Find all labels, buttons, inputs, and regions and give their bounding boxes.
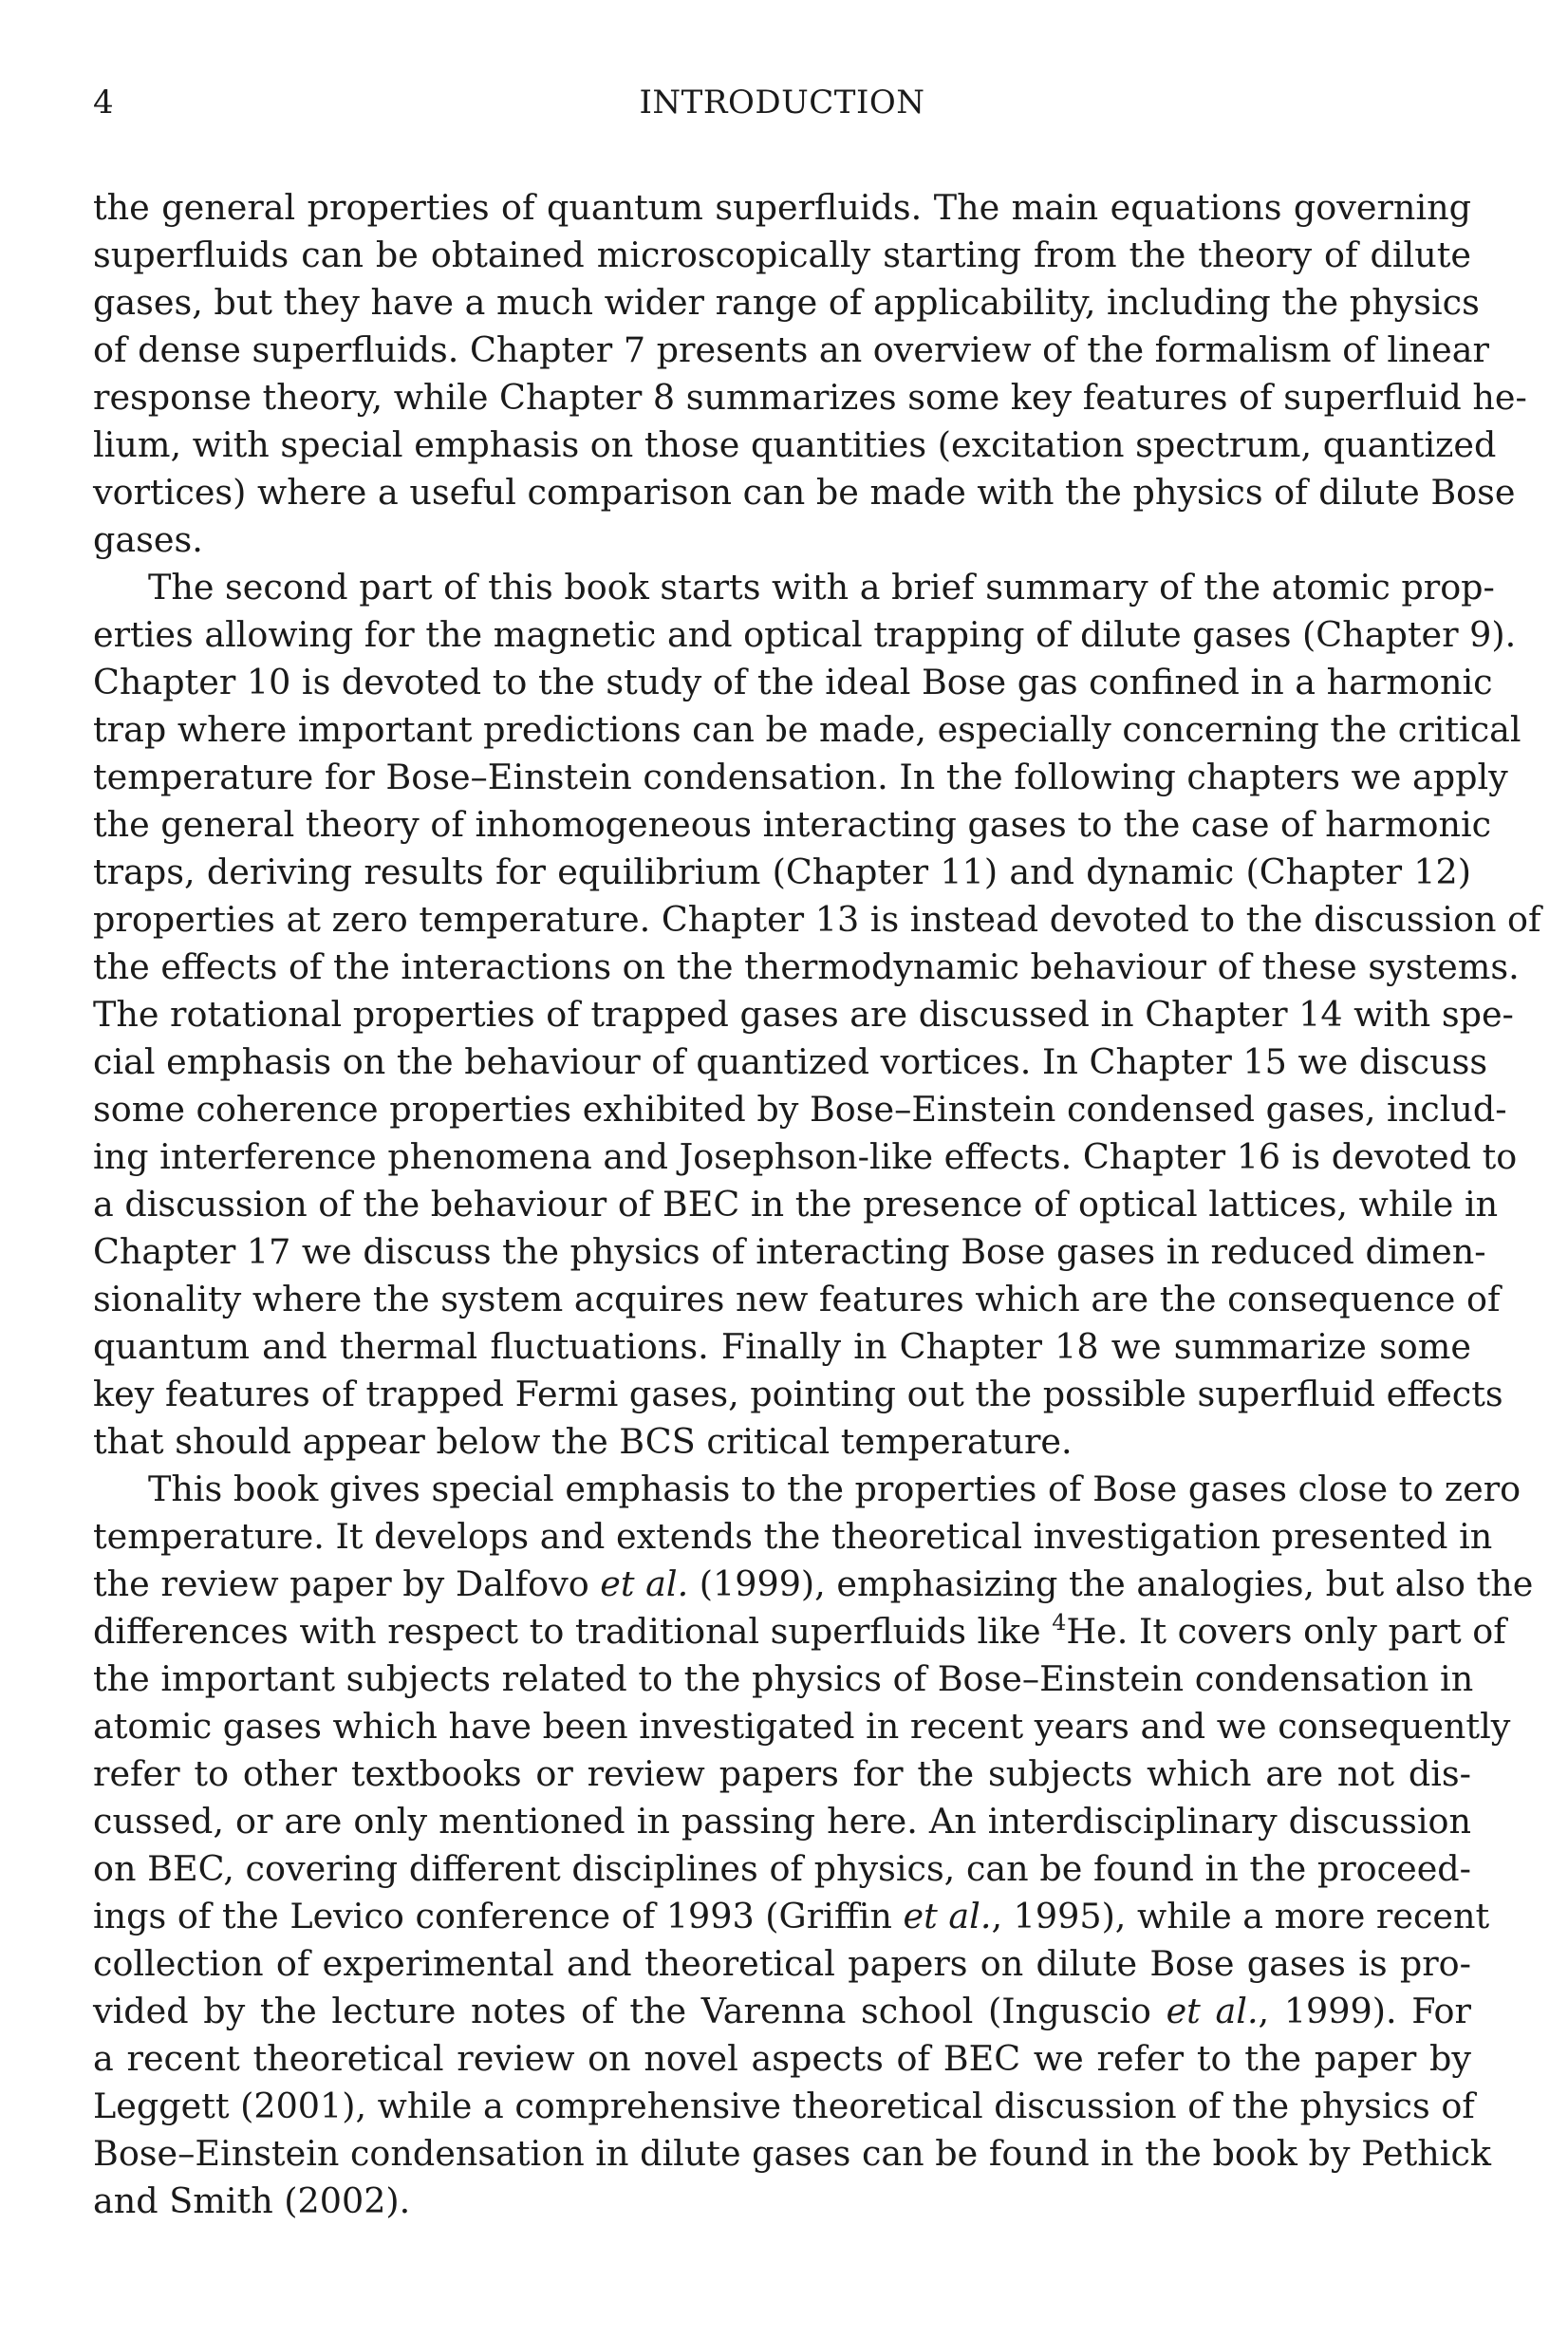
text-line xyxy=(93,421,1497,469)
text-segment: gases, but they have a much wider range of applicability, including the physics xyxy=(93,282,1480,323)
text-segment: some coherence properties exhibited by Bose–Einstein condensed gases, includ- xyxy=(93,1089,1507,1130)
text-segment: ings of the Levico conference of 1993 (Griffin xyxy=(93,1896,904,1936)
text-line xyxy=(93,564,1495,611)
page-number: 4 xyxy=(93,84,114,122)
text-line xyxy=(93,611,1517,659)
text-segment: and Smith (2002). xyxy=(93,2180,411,2221)
text-line xyxy=(93,1561,1534,1608)
text-segment: quantum and thermal fluctuations. Finally in Chapter 18 we summarize some xyxy=(93,1326,1471,1367)
text-segment: erties allowing for the magnetic and optical trapping of dilute gases (Chapter 9). xyxy=(93,614,1517,655)
text-line xyxy=(93,1418,1471,1466)
text-segment: on BEC, covering different disciplines of physics, can be found in the proceed- xyxy=(93,1848,1471,1889)
paragraph xyxy=(93,1466,1534,2225)
text-segment: of dense superfluids. Chapter 7 presents an overview of the formalism of linear xyxy=(93,329,1489,370)
text-line xyxy=(93,232,1471,279)
text-segment: the review paper by Dalfovo xyxy=(93,1563,601,1604)
text-line xyxy=(93,849,1471,896)
text-line xyxy=(93,2035,1471,2083)
text-segment: This book gives special emphasis to the properties of Bose gases close to zero xyxy=(148,1468,1521,1509)
italic-text: et al. xyxy=(1166,1991,1259,2031)
text-segment: cussed, or are only mentioned in passing here. An interdisciplinary discussion xyxy=(93,1801,1471,1842)
text-line xyxy=(93,1703,1511,1750)
text-line xyxy=(93,327,1489,374)
text-segment: the general properties of quantum superfluids. The main equations governing xyxy=(93,187,1471,228)
text-line xyxy=(93,1655,1474,1703)
text-segment: lium, with special emphasis on those quantities (excitation spectrum, quantized xyxy=(93,424,1497,465)
text-segment: The rotational properties of trapped gases are discussed in Chapter 14 with spe- xyxy=(93,994,1514,1035)
text-line xyxy=(93,1893,1490,1940)
text-line xyxy=(93,469,1516,516)
paragraph xyxy=(93,184,1527,564)
text-line xyxy=(93,184,1471,232)
text-segment: trap where important predictions can be made, especially concerning the critical xyxy=(93,709,1521,750)
text-line xyxy=(93,1940,1471,1988)
text-segment: collection of experimental and theoretical papers on dilute Bose gases is pro- xyxy=(93,1943,1471,1984)
text-line xyxy=(93,1988,1471,2035)
text-segment: the important subjects related to the physics of Bose–Einstein condensation in xyxy=(93,1658,1474,1699)
text-line xyxy=(93,1323,1471,1371)
text-line xyxy=(93,374,1527,421)
text-line xyxy=(93,1371,1503,1418)
text-segment: temperature for Bose–Einstein condensation. In the following chapters we apply xyxy=(93,757,1508,797)
running-header xyxy=(93,84,1471,131)
text-line xyxy=(93,1276,1501,1323)
text-segment: The second part of this book starts with a brief summary of the atomic prop- xyxy=(148,567,1495,608)
text-line xyxy=(93,2083,1475,2130)
text-segment: the general theory of inhomogeneous interacting gases to the case of harmonic xyxy=(93,804,1492,845)
text-segment: sionality where the system acquires new features which are the consequence of xyxy=(93,1279,1501,1319)
text-segment: traps, deriving results for equilibrium (Chapter 11) and dynamic (Chapter 12) xyxy=(93,851,1471,892)
text-segment: that should appear below the BCS critical temperature. xyxy=(93,1421,1073,1462)
text-segment: Leggett (2001), while a comprehensive theoretical discussion of the physics of xyxy=(93,2085,1475,2126)
text-segment: (1999), emphasizing the analogies, but also the xyxy=(688,1563,1534,1604)
text-line xyxy=(93,1750,1471,1798)
text-line xyxy=(93,2178,1471,2225)
text-segment: gases. xyxy=(93,519,203,560)
text-line xyxy=(93,1608,1506,1655)
text-line xyxy=(93,944,1520,991)
text-segment: a discussion of the behaviour of BEC in the presence of optical lattices, while in xyxy=(93,1184,1499,1225)
text-segment: vortices) where a useful comparison can be made with the physics of dilute Bose xyxy=(93,472,1516,513)
text-segment: differences with respect to traditional superfluids like xyxy=(93,1611,1053,1652)
text-line xyxy=(93,1038,1488,1086)
running-title: INTRODUCTION xyxy=(639,84,925,122)
text-line xyxy=(93,659,1493,706)
text-segment: superfluids can be obtained microscopically starting from the theory of dilute xyxy=(93,234,1471,275)
text-line xyxy=(93,1133,1518,1181)
text-segment: cial emphasis on the behaviour of quantized vortices. In Chapter 15 we discuss xyxy=(93,1041,1488,1082)
text-line xyxy=(93,1798,1471,1845)
text-segment: response theory, while Chapter 8 summarizes some key features of superfluid he- xyxy=(93,377,1527,418)
text-line xyxy=(93,1086,1507,1133)
text-line xyxy=(93,801,1492,849)
text-line xyxy=(93,516,1471,564)
text-line xyxy=(93,991,1514,1038)
text-line xyxy=(93,1466,1521,1513)
text-segment: ing interference phenomena and Josephson-like effects. Chapter 16 is devoted to xyxy=(93,1136,1518,1177)
text-segment: He. It covers only part of xyxy=(1066,1611,1506,1652)
body-text xyxy=(93,184,1541,2225)
text-segment: Bose–Einstein condensation in dilute gases can be found in the book by Pethick xyxy=(93,2133,1492,2174)
text-segment: vided by the lecture notes of the Varenna school (Inguscio xyxy=(93,1991,1167,2031)
italic-text: et al. xyxy=(600,1563,689,1604)
text-segment: key features of trapped Fermi gases, pointing out the possible superfluid effects xyxy=(93,1374,1503,1414)
text-segment: a recent theoretical review on novel aspects of BEC we refer to the paper by xyxy=(93,2038,1471,2079)
text-line xyxy=(93,1845,1471,1893)
text-segment: atomic gases which have been investigated in recent years and we consequently xyxy=(93,1706,1511,1747)
text-line xyxy=(93,1181,1499,1228)
text-line xyxy=(93,279,1480,327)
superscript: 4 xyxy=(1052,1608,1067,1636)
text-line xyxy=(93,706,1521,754)
text-segment: Chapter 17 we discuss the physics of interacting Bose gases in reduced dimen- xyxy=(93,1231,1486,1272)
paragraph xyxy=(93,564,1541,1466)
text-segment: Chapter 10 is devoted to the study of the ideal Bose gas confined in a harmonic xyxy=(93,662,1493,702)
text-line xyxy=(93,1228,1486,1276)
text-segment: properties at zero temperature. Chapter 13 is instead devoted to the discussion of xyxy=(93,899,1541,940)
text-segment: , 1995), while a more recent xyxy=(991,1896,1490,1936)
text-line xyxy=(93,754,1508,801)
italic-text: et al. xyxy=(903,1896,992,1936)
text-line xyxy=(93,896,1541,944)
text-line xyxy=(93,1513,1493,1561)
text-line xyxy=(93,2130,1492,2178)
text-segment: , 1999). For xyxy=(1258,1991,1471,2031)
text-segment: temperature. It develops and extends the theoretical investigation presented in xyxy=(93,1516,1493,1557)
text-segment: refer to other textbooks or review papers for the subjects which are not dis- xyxy=(93,1753,1471,1794)
text-segment: the effects of the interactions on the thermodynamic behaviour of these systems. xyxy=(93,946,1520,987)
